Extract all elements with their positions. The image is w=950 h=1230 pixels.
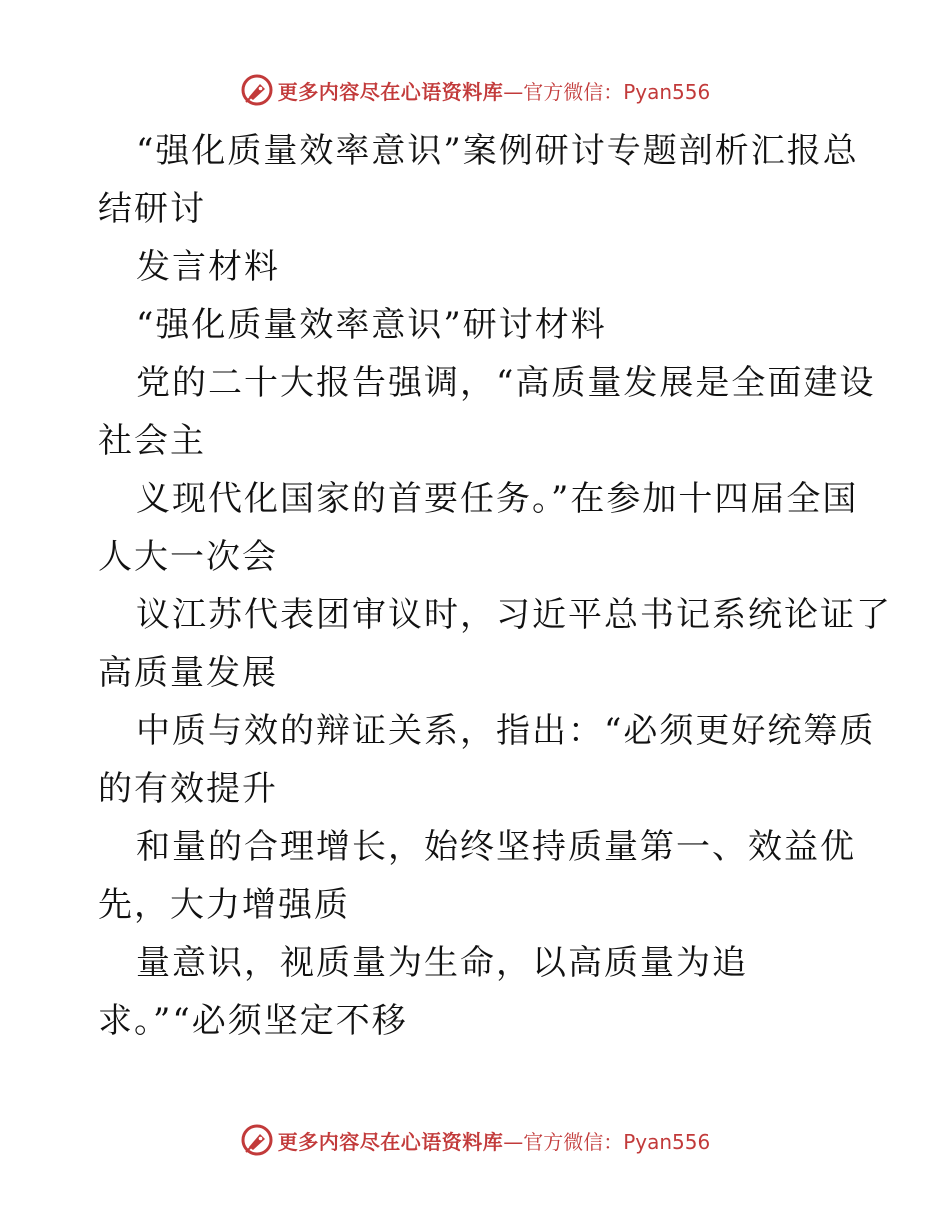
document-line: 党的二十大报告强调，“高质量发展是全面建设 xyxy=(136,363,876,403)
document-line: 社会主 xyxy=(98,421,206,461)
document-text xyxy=(98,122,892,1050)
document-line: 的有效提升 xyxy=(98,769,278,809)
document-line: 高质量发展 xyxy=(98,653,278,693)
pen-nib-logo-icon xyxy=(240,73,274,107)
document-line: “强化质量效率意识”研讨材料 xyxy=(136,305,607,345)
document-line: 先，大力增强质 xyxy=(98,885,350,925)
banner-brand-text: 更多内容尽在心语资料库 xyxy=(277,79,504,104)
document-body xyxy=(98,122,892,1050)
document-line: “强化质量效率意识”案例研讨专题剖析汇报总 xyxy=(136,131,859,171)
banner-wechat-text: —官方微信：Pyan556 xyxy=(503,1129,711,1154)
document-line: 中质与效的辩证关系，指出：“必须更好统筹质 xyxy=(136,711,876,751)
document-line: 结研讨 xyxy=(98,189,206,229)
document-line: 求。”“必须坚定不移 xyxy=(98,1001,408,1041)
document-line: 义现代化国家的首要任务。”在参加十四届全国 xyxy=(136,479,859,519)
document-line: 议江苏代表团审议时，习近平总书记系统论证了 xyxy=(136,595,892,635)
document-line: 量意识，视质量为生命，以高质量为追 xyxy=(136,943,748,983)
document-line: 人大一次会 xyxy=(98,537,278,577)
document-line: 发言材料 xyxy=(136,247,280,287)
document-line: 和量的合理增长，始终坚持质量第一、效益优 xyxy=(136,827,856,867)
banner-wechat-text: —官方微信：Pyan556 xyxy=(503,79,711,104)
pen-nib-logo-icon xyxy=(240,1123,274,1157)
footer-banner xyxy=(0,1120,950,1160)
header-banner xyxy=(0,70,950,110)
banner-brand-text: 更多内容尽在心语资料库 xyxy=(277,1129,504,1154)
